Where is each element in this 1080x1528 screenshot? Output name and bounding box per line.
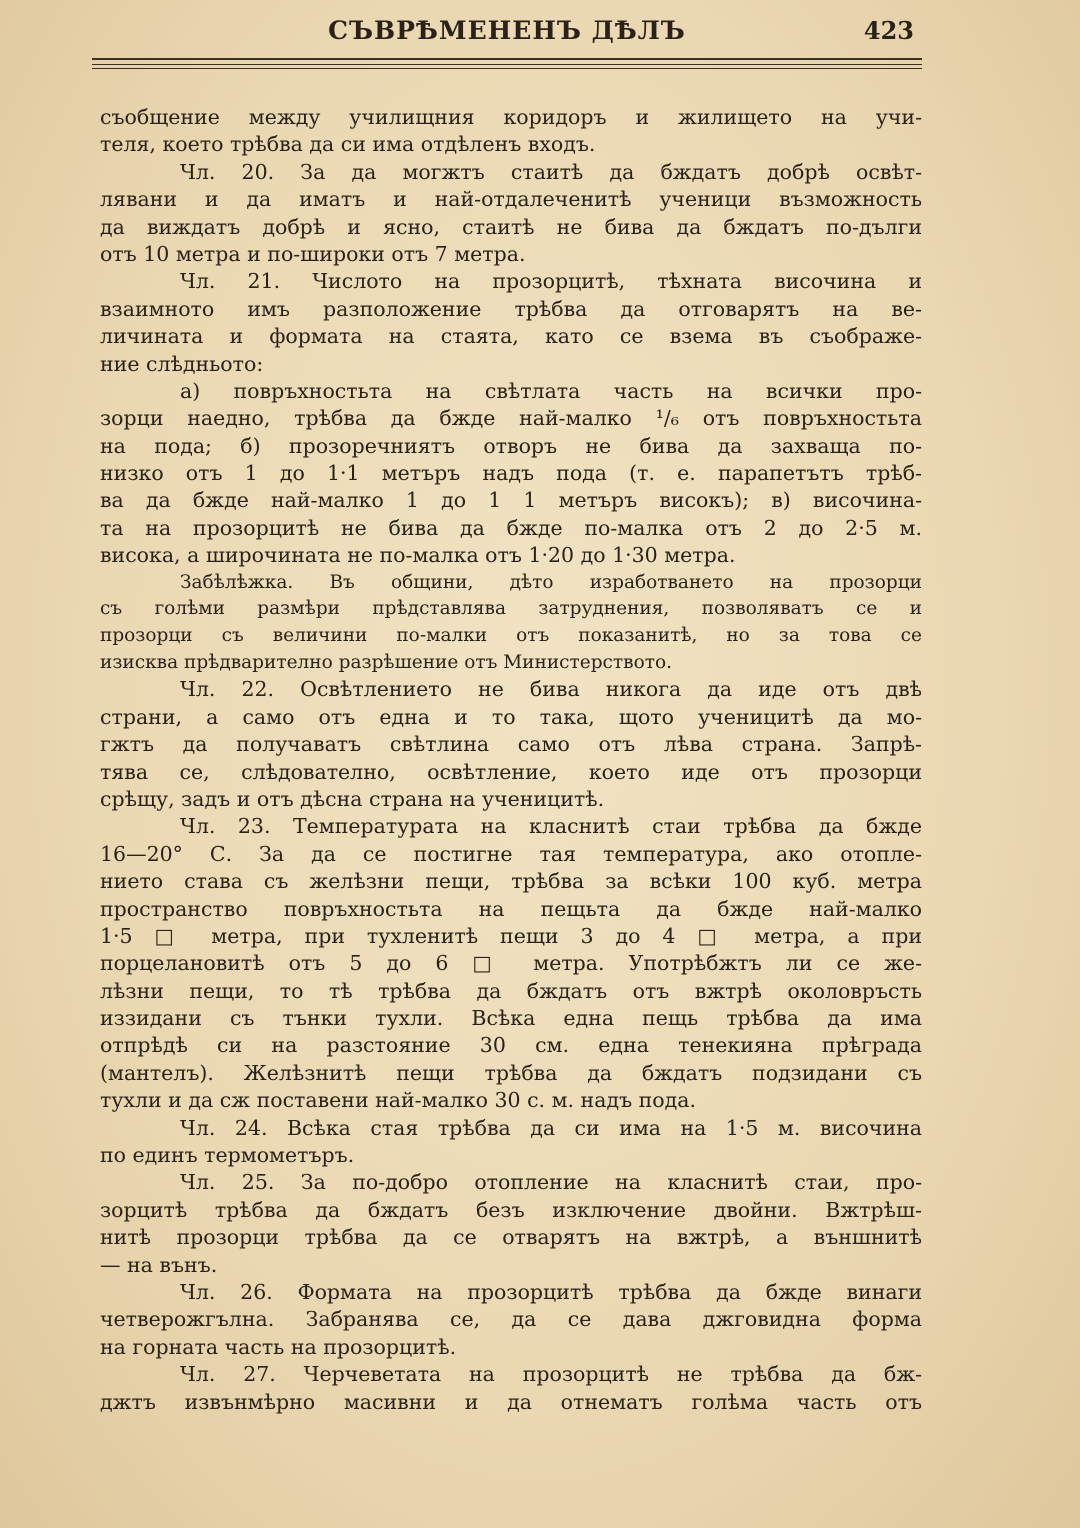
- text-line: — на вънъ.: [100, 1252, 218, 1277]
- text-line: теля, което трѣбва да си има отдѣленъ входъ.: [100, 132, 596, 157]
- text-line: Чл. 26. Формата на прозорцитѣ трѣбва да бжде винаги: [180, 1279, 922, 1304]
- note-line: съ голѣми размѣри прѣдставлява затруднения, позволяватъ се и: [100, 598, 922, 620]
- text-line: 1·5 □ метра, при тухленитѣ пещи 3 до 4 □ метра, а при: [100, 923, 922, 948]
- text-line: личината и формата на стаята, като се взема въ съображе-: [100, 324, 922, 349]
- text-line: висока, а широчината не по-малка отъ 1·20 до 1·30 метра.: [100, 543, 736, 568]
- running-header: [92, 10, 922, 54]
- text-line: Чл. 25. За по-добро отопление на класнитѣ стаи, про-: [180, 1170, 922, 1195]
- text-line: тухли и да сж поставени най-малко 30 с. м. надъ пода.: [100, 1088, 696, 1113]
- note-line: Забѣлѣжка. Въ общини, дѣто изработването на прозорци: [180, 571, 922, 593]
- text-line: лявани и да иматъ и най-отдалеченитѣ ученици възможность: [100, 187, 922, 212]
- text-line: пространство повръхностьта на пещьта да бжде най-малко: [100, 896, 922, 921]
- text-line: Чл. 23. Температурата на класнитѣ стаи трѣбва да бжде: [180, 814, 922, 839]
- text-line: низко отъ 1 до 1·1 метъръ надъ пода (т. е. парапетътъ трѣб-: [100, 461, 922, 486]
- note-block: [100, 570, 922, 677]
- note-line: изисква прѣдварително разрѣшение отъ Министерството.: [100, 651, 672, 673]
- text-line: взаимното имъ разположение трѣбва да отговарятъ на ве-: [100, 296, 922, 321]
- text-line: отъ 10 метра и по-широки отъ 7 метра.: [100, 241, 526, 266]
- text-line: четверожгълна. Забранява се, да се дава джговидна форма: [100, 1307, 922, 1332]
- note-line: прозорци съ величини по-малки отъ показанитѣ, но за това се: [100, 625, 922, 647]
- text-line: порцелановитѣ отъ 5 до 6 □ метра. Употрѣбжтъ ли се же-: [100, 951, 922, 976]
- text-line: ние слѣдньото:: [100, 351, 264, 376]
- header-rule: [92, 68, 922, 69]
- text-line: лѣзни пещи, то тѣ трѣбва да бждатъ отъ вжтрѣ околовръсть: [100, 978, 922, 1003]
- text-line: тява се, слѣдователно, освѣтление, което иде отъ прозорци: [100, 759, 922, 784]
- text-line: гжтъ да получаватъ свѣтлина само отъ лѣва страна. Запрѣ-: [100, 732, 922, 757]
- text-line: а) повръхностьта на свѣтлата часть на всички про-: [180, 378, 922, 403]
- text-line: срѣщу, задъ и отъ дѣсна страна на ученицитѣ.: [100, 786, 605, 811]
- text-line: съобщение между училищния коридоръ и жилището на учи-: [100, 105, 922, 129]
- text-line: та на прозорцитѣ не бива да бжде по-малка отъ 2 до 2·5 м.: [100, 515, 922, 540]
- body-text: [100, 104, 922, 1416]
- text-line: зорци наедно, трѣбва да бжде най-малко ¹/₆ отъ повръхностьта: [100, 406, 922, 431]
- text-line: Чл. 21. Числото на прозорцитѣ, тѣхната височина и: [180, 269, 922, 294]
- text-line: да виждатъ добрѣ и ясно, стаитѣ не бива да бждатъ по-дълги: [100, 214, 922, 239]
- text-line: Чл. 22. Освѣтлението не бива никога да иде отъ двѣ: [180, 677, 922, 702]
- page-number: 423: [863, 16, 914, 45]
- text-line: на пода; б) прозоречниятъ отворъ не бива да захваща по-: [100, 433, 922, 458]
- text-line: Чл. 24. Всѣка стая трѣбва да си има на 1·5 м. височина: [180, 1115, 922, 1140]
- text-line: на горната часть на прозорцитѣ.: [100, 1334, 457, 1359]
- text-line: Чл. 20. За да могжтъ стаитѣ да бждатъ добрѣ освѣт-: [180, 159, 922, 184]
- running-title: СЪВРѢМЕНЕНЪ ДѢЛЪ: [328, 16, 686, 45]
- text-line: нието става съ желѣзни пещи, трѣбва за всѣки 100 куб. метра: [100, 869, 922, 894]
- text-line: Чл. 27. Черчеветата на прозорцитѣ не трѣбва да бж-: [180, 1362, 922, 1387]
- text-line: по единъ термометъръ.: [100, 1143, 355, 1168]
- text-line: отпрѣдѣ си на разстояние 30 см. една тенекияна прѣграда: [100, 1033, 922, 1058]
- text-line: страни, а само отъ една и то така, щото ученицитѣ да мо-: [100, 704, 922, 729]
- header-rule: [92, 64, 922, 65]
- text-line: нитѣ прозорци трѣбва да се отварятъ на вжтрѣ, а външнитѣ: [100, 1225, 922, 1250]
- text-line: иззидани съ тънки тухли. Всѣка една пещь трѣбва да има: [100, 1006, 922, 1031]
- text-line: (мантелъ). Желѣзнитѣ пещи трѣбва да бждатъ подзидани съ: [100, 1060, 922, 1085]
- header-rule: [92, 58, 922, 60]
- text-line: джтъ извънмѣрно масивни и да отнематъ голѣма часть отъ: [100, 1389, 922, 1414]
- text-line: зорцитѣ трѣбва да бждатъ безъ изключение двойни. Вжтрѣш-: [100, 1197, 922, 1222]
- text-line: 16—20° С. За да се постигне тая температура, ако отопле-: [100, 841, 922, 866]
- text-line: ва да бжде най-малко 1 до 1 1 метъръ високъ); в) височина-: [100, 488, 922, 513]
